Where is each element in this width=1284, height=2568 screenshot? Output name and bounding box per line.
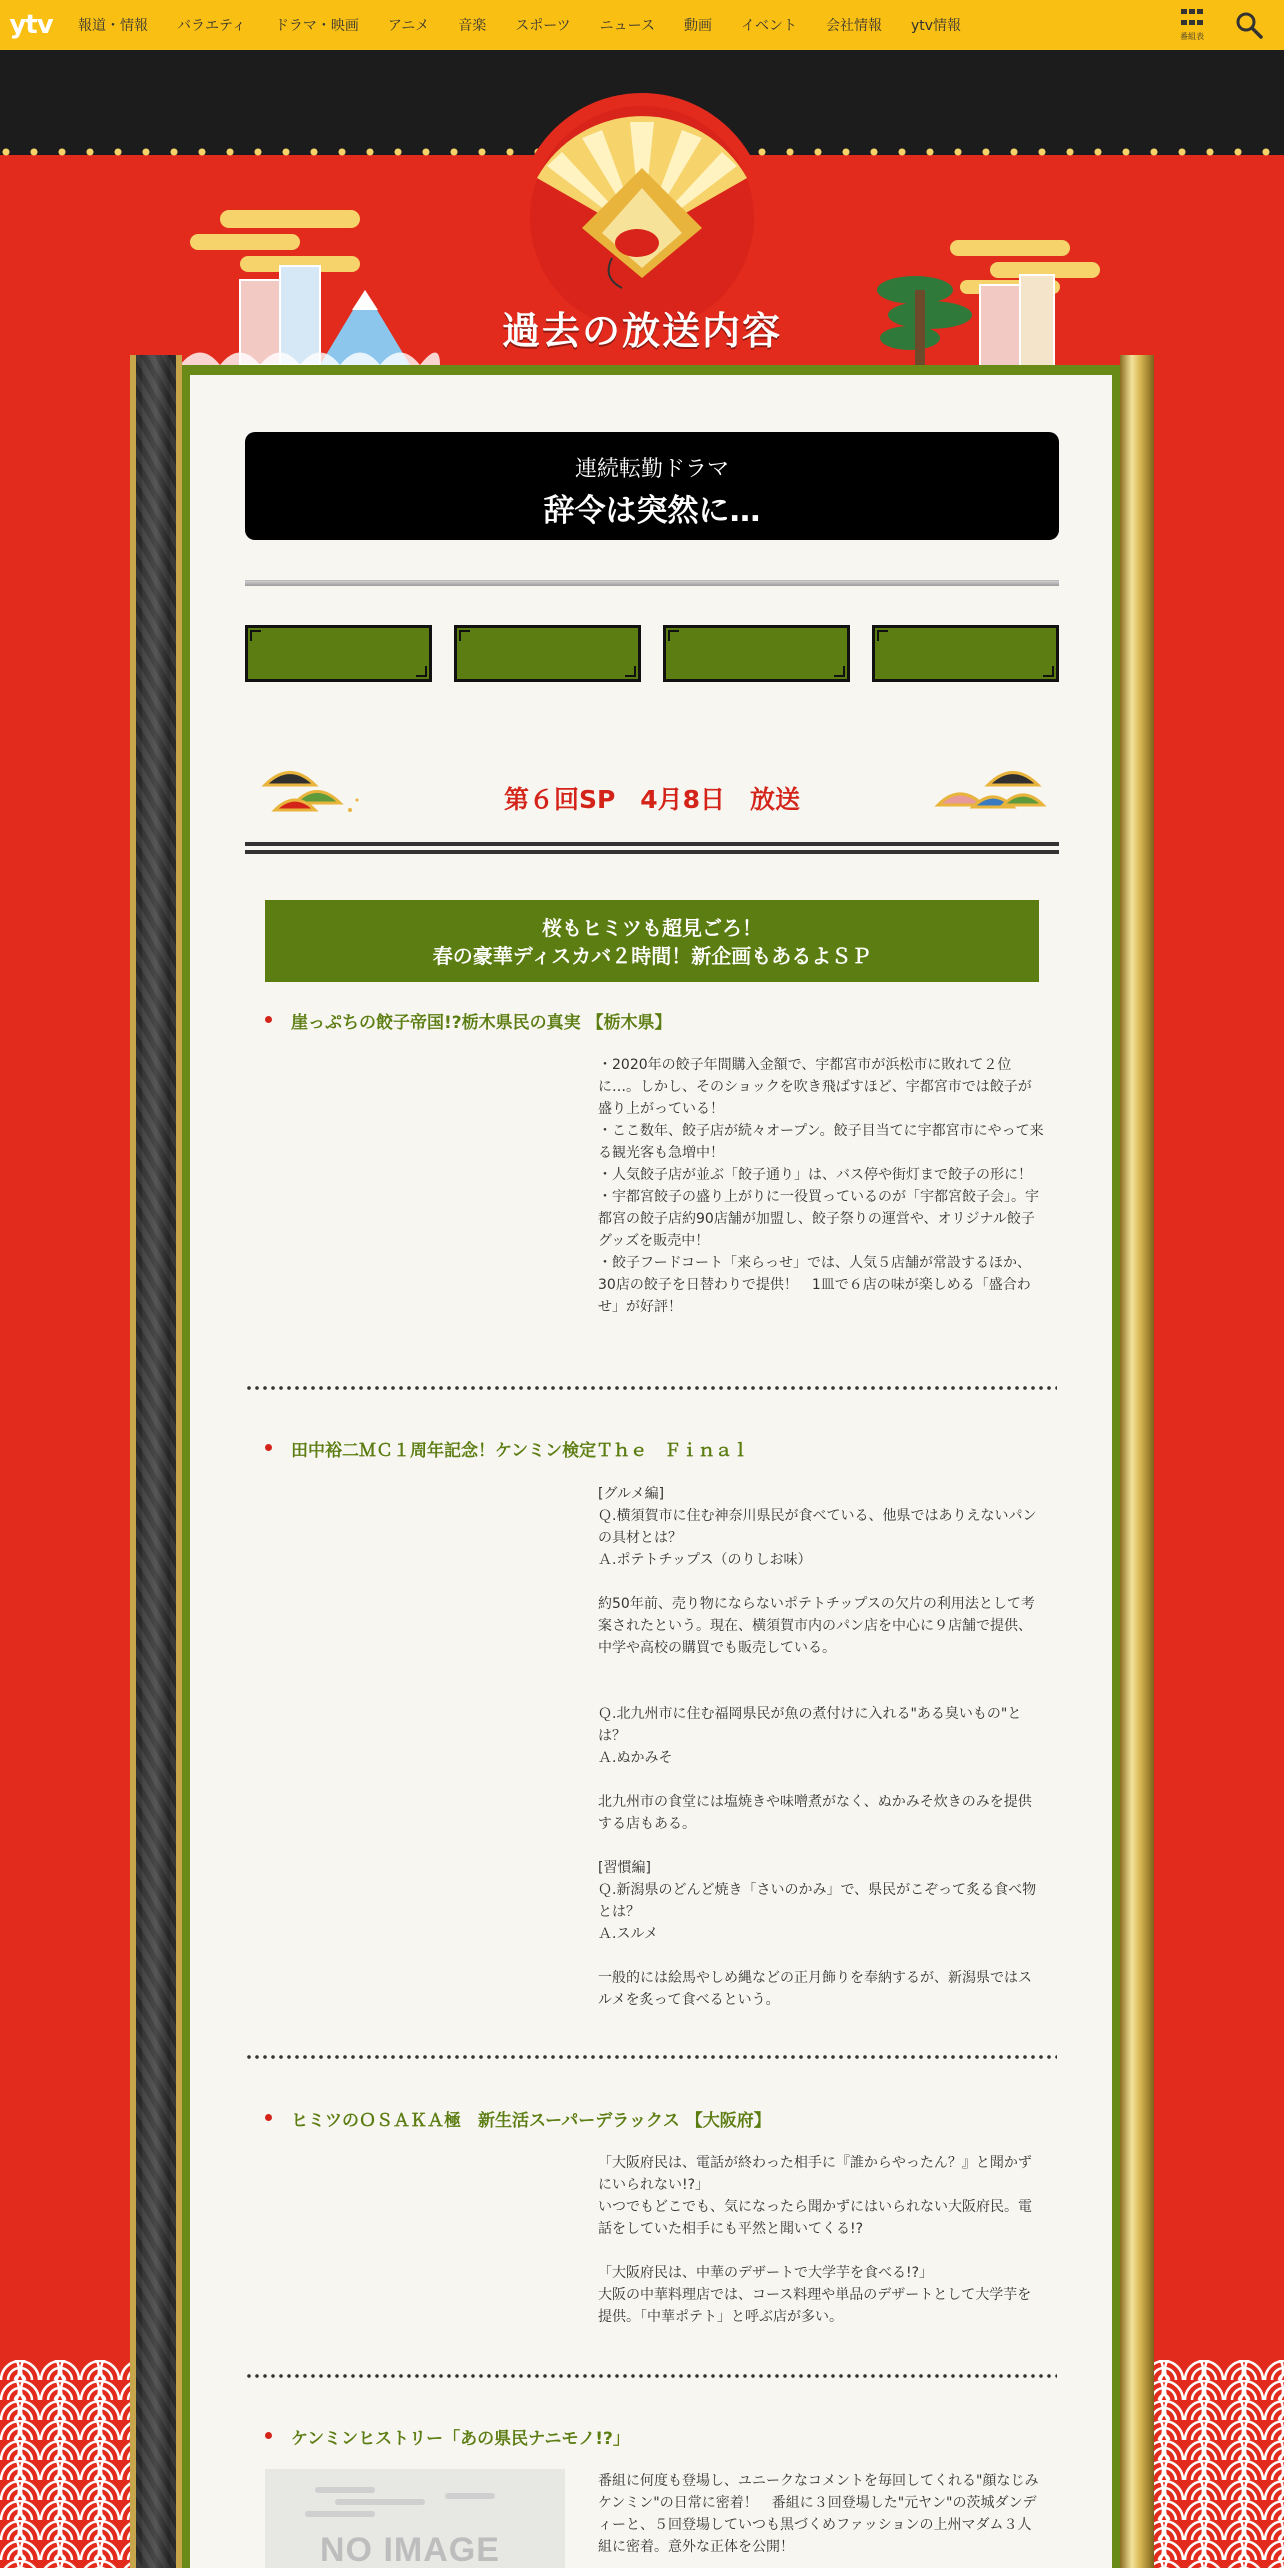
nav-link-ytv-info[interactable]: ytv情報	[910, 18, 962, 34]
no-image-placeholder	[265, 2469, 565, 2568]
topic-title: 崖っぷちの餃子帝国!?栃木県民の真実 【栃木県】	[265, 1008, 1045, 1033]
ytv-logo[interactable]: ytv	[9, 10, 53, 40]
drama-title-box	[245, 432, 1059, 540]
topic-body: 番組に何度も登場し、ユニークなコメントを毎回してくれる"顔なじみケンミン"の日常に密着！ 番組に３回登場した"元ヤン"の茨城ダンディーと、５回登場していつも黒づくめファッションの上州マダム３人組に密着。意外な正体を公開！	[598, 2473, 1039, 2555]
dotted-divider	[245, 2374, 1057, 2378]
dotted-divider	[245, 1386, 1057, 1390]
episode-nav-button-1[interactable]	[245, 625, 432, 682]
episode-title: 第６回SP 4月8日 放送	[503, 785, 801, 814]
divider	[245, 580, 1059, 586]
page-title: 過去の放送内容	[501, 309, 782, 353]
no-image-label: NO IMAGE	[320, 2531, 500, 2568]
seigaiha-wave-pattern-right	[1144, 2360, 1284, 2568]
episode-nav-button-4[interactable]	[872, 625, 1059, 682]
episode-nav-buttons	[245, 625, 1059, 682]
drama-subtitle: 連続転勤ドラマ	[574, 457, 729, 482]
nav-link-news-info[interactable]: 報道・情報	[78, 18, 148, 34]
nav-link-video[interactable]: 動画	[683, 18, 712, 34]
nav-link-music[interactable]: 音楽	[458, 18, 487, 34]
nav-link-event[interactable]: イベント	[740, 18, 797, 34]
search-icon[interactable]	[1234, 10, 1264, 40]
nav-link-anime[interactable]: アニメ	[387, 18, 430, 34]
banner-line-2: 春の豪華ディスカバ２時間！新企画もあるよＳＰ	[432, 944, 872, 968]
scroll-rod-left	[130, 355, 182, 2568]
episode-banner	[265, 900, 1039, 982]
topic-item	[265, 1008, 1045, 1315]
topic-title: 田中裕二ＭＣ１周年記念！ケンミン検定Ｔｈｅ Ｆｉｎａｌ	[265, 1436, 1045, 1461]
drama-title: 辞令は突然に…	[543, 493, 761, 529]
topic-item	[265, 1436, 1045, 2008]
scroll-rod-right	[1120, 355, 1154, 2568]
nav-link-drama-movie[interactable]: ドラマ・映画	[274, 18, 359, 34]
pine-ornament-left	[255, 755, 370, 830]
topic-title: ケンミンヒストリー「あの県民ナニモノ!?」	[265, 2424, 1045, 2449]
schedule-button[interactable]	[1170, 6, 1214, 46]
nav-link-variety[interactable]: バラエティ	[177, 18, 246, 34]
banner-line-1: 桜もヒミツも超見ごろ！	[542, 916, 762, 940]
nav-links	[78, 15, 990, 35]
topic-body: [グルメ編] Ｑ.横須賀市に住む神奈川県民が食べている、他県ではありえないパンの具材とは？ Ａ.ポテトチップス（のりしお味） 約50年前、売り物にならないポテトチップスの欠片の利用法として考案されたという。現在、横須賀市内のパン店を中心に９店舗で提供、中学や高校の購買でも販売している。 Ｑ.北九州市に住む福岡県民が魚の煮付けに入れる"ある臭いもの"とは？ Ａ.ぬかみそ 北九州市の食堂には塩焼きや味噌煮がなく、ぬかみそ炊きのみを提供する店もある。 [習慣編] Ｑ.新潟県のどんど焼き「さいのかみ」で、県民がこぞって炙る食べ物とは？ Ａ.スルメ 一般的には絵馬やしめ縄などの正月飾りを奉納するが、新潟県ではスルメを炙って食べるという。	[598, 1486, 1037, 2008]
dotted-divider	[245, 2055, 1057, 2059]
cloud-lines-icon	[305, 2483, 505, 2523]
pine-tree-buildings-decoration	[860, 230, 1110, 380]
seigaiha-wave-pattern-left	[0, 2360, 140, 2568]
nav-link-news[interactable]: ニュース	[599, 18, 655, 34]
double-divider	[245, 842, 1059, 854]
topic-title: ヒミツのＯＳＡＫＡ極 新生活スーパーデラックス 【大阪府】	[265, 2106, 1045, 2131]
mount-fuji-buildings-decoration	[180, 200, 440, 370]
nav-link-sports[interactable]: スポーツ	[515, 18, 571, 34]
nav-link-company[interactable]: 会社情報	[825, 18, 882, 34]
topic-item	[265, 2106, 1045, 2325]
topic-body: 「大阪府民は、電話が終わった相手に『誰からやったん？』と聞かずにいられない!?」 いつでもどこでも、気になったら聞かずにはいられない大阪府民。電話をしていた相手にも平然と聞いてくる!? 「大阪府民は、中華のデザートで大学芋を食べる!?」 大阪の中華料理店では、コース料理や単品のデザートとして大学芋を提供。「中華ポテト」と呼ぶ店が多い。	[598, 2155, 1032, 2325]
episode-nav-button-2[interactable]	[454, 625, 641, 682]
grid-icon	[1181, 9, 1203, 29]
topic-body: ・2020年の餃子年間購入金額で、宇都宮市が浜松市に敗れて２位に…。しかし、そのショックを吹き飛ばすほど、宇都宮市では餃子が盛り上がっている！ ・ここ数年、餃子店が続々オープン。餃子目当てに宇都宮市にやって来る観光客も急増中！ ・人気餃子店が並ぶ「餃子通り」は、バス停や街灯まで餃子の形に！ ・宇都宮餃子の盛り上がりに一役買っているのが「宇都宮餃子会」。宇都宮の餃子店約90店舗が加盟し、餃子祭りの運営や、オリジナル餃子グッズを販売中！ ・餃子フードコート「来らっせ」では、人気５店舗が常設するほか、30店の餃子を日替わりで提供！ 1皿で６店の味が楽しめる「盛合わせ」が好評！	[598, 1057, 1044, 1315]
episode-nav-button-3[interactable]	[663, 625, 850, 682]
nav-right	[1170, 6, 1214, 46]
pine-ornament-right	[928, 755, 1053, 830]
schedule-label: 番組表	[1180, 32, 1204, 41]
top-nav	[0, 0, 1284, 50]
